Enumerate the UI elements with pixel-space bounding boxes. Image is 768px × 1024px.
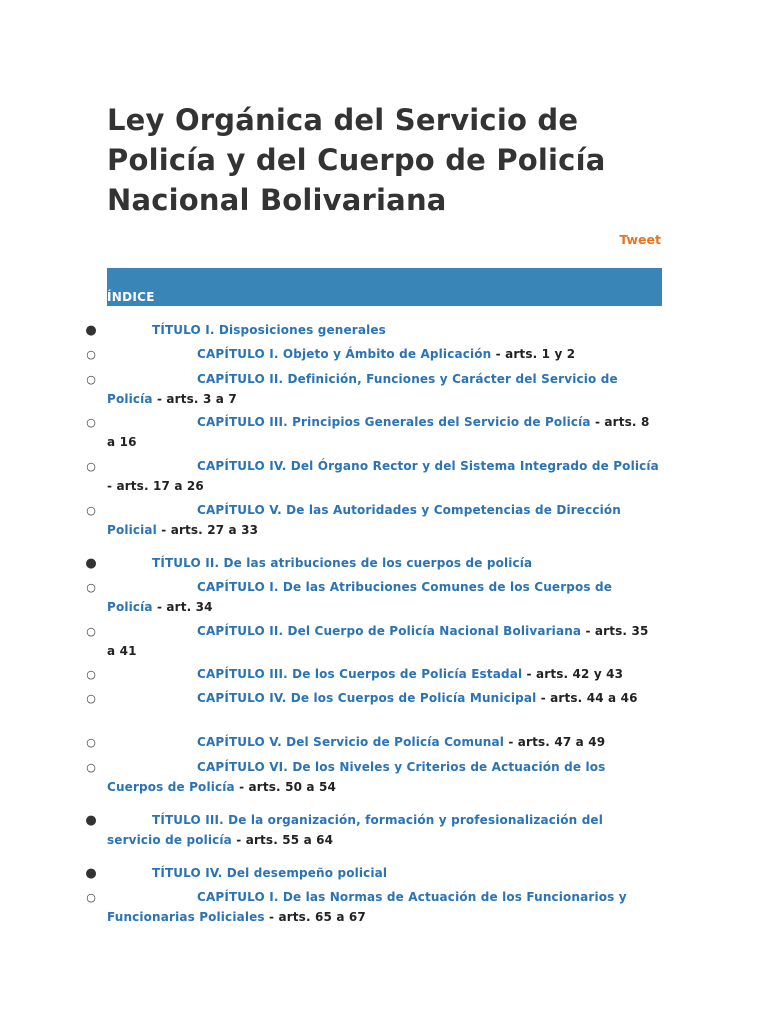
toc-link[interactable]: CAPÍTULO I. De las Atribuciones Comunes de los Cuerpos de Policía — [107, 580, 613, 614]
circle-bullet-icon: ○ — [86, 891, 96, 904]
page-title: Ley Orgánica del Servicio de Policía y del Cuerpo de Policía Nacional Bolivariana — [107, 103, 606, 217]
circle-bullet-icon: ○ — [86, 504, 96, 517]
toc-arts: - arts. 27 a 33 — [156, 522, 259, 537]
disc-bullet-icon: ● — [85, 813, 97, 828]
toc-link[interactable]: CAPÍTULO I. Objeto y Ámbito de Aplicación — [197, 347, 492, 361]
toc-link[interactable]: CAPÍTULO VI. De los Niveles y Criterios de Actuación de los Cuerpos de Policía — [107, 760, 606, 794]
toc-link[interactable]: TÍTULO I. Disposiciones generales — [152, 323, 386, 337]
circle-bullet-icon: ○ — [86, 348, 96, 361]
toc-link[interactable]: CAPÍTULO V. De las Autoridades y Competencias de Dirección Policial — [107, 503, 621, 537]
toc-link[interactable]: CAPÍTULO IV. De los Cuerpos de Policía Municipal — [197, 691, 537, 705]
circle-bullet-icon: ○ — [86, 416, 96, 429]
toc-link[interactable]: TÍTULO II. De las atribuciones de los cuerpos de policía — [152, 556, 533, 570]
toc-arts: - arts. 35 a 41 — [107, 624, 649, 658]
toc-arts: - arts. 55 a 64 — [231, 832, 334, 847]
toc-arts: - arts. 50 a 54 — [234, 779, 336, 794]
disc-bullet-icon: ● — [85, 556, 97, 571]
toc-arts: - arts. 42 y 43 — [522, 667, 624, 681]
disc-bullet-icon: ● — [85, 323, 97, 338]
index-label: ÍNDICE — [107, 290, 155, 304]
circle-bullet-icon: ○ — [86, 581, 96, 594]
toc-link[interactable]: TÍTULO III. De la organización, formación y profesionalización del servicio de policía — [107, 813, 603, 847]
toc-arts: - arts. 47 a 49 — [504, 735, 606, 749]
circle-bullet-icon: ○ — [86, 373, 96, 386]
disc-bullet-icon: ● — [85, 866, 97, 881]
toc-arts: - arts. 17 a 26 — [107, 478, 204, 493]
toc-link[interactable]: CAPÍTULO V. Del Servicio de Policía Comunal — [197, 735, 505, 749]
toc-arts: - arts. 3 a 7 — [152, 391, 237, 406]
circle-bullet-icon: ○ — [86, 692, 96, 705]
toc-link[interactable]: CAPÍTULO II. Definición, Funciones y Carácter del Servicio de Policía — [107, 372, 618, 406]
toc-link[interactable]: TÍTULO IV. Del desempeño policial — [152, 866, 388, 880]
index-header-bar — [107, 268, 662, 306]
circle-bullet-icon: ○ — [86, 460, 96, 473]
circle-bullet-icon: ○ — [86, 625, 96, 638]
circle-bullet-icon: ○ — [86, 736, 96, 749]
circle-bullet-icon: ○ — [86, 761, 96, 774]
toc-arts: - arts. 44 a 46 — [536, 691, 638, 705]
toc-arts: - arts. 1 y 2 — [491, 347, 576, 361]
toc-arts: - art. 34 — [152, 599, 213, 614]
toc-link[interactable]: CAPÍTULO IV. Del Órgano Rector y del Sistema Integrado de Policía — [197, 459, 659, 473]
tweet-link[interactable]: Tweet — [619, 232, 661, 247]
toc-arts: - arts. 8 a 16 — [107, 415, 650, 449]
circle-bullet-icon: ○ — [86, 668, 96, 681]
toc-link[interactable]: CAPÍTULO II. Del Cuerpo de Policía Nacional Bolivariana — [197, 624, 582, 638]
toc-arts: - arts. 65 a 67 — [264, 909, 366, 924]
toc-link[interactable]: CAPÍTULO III. De los Cuerpos de Policía Estadal — [197, 667, 523, 681]
toc-link[interactable]: CAPÍTULO III. Principios Generales del Servicio de Policía — [197, 415, 591, 429]
toc-link[interactable]: CAPÍTULO I. De las Normas de Actuación de los Funcionarios y Funcionarias Policiales — [107, 890, 627, 924]
